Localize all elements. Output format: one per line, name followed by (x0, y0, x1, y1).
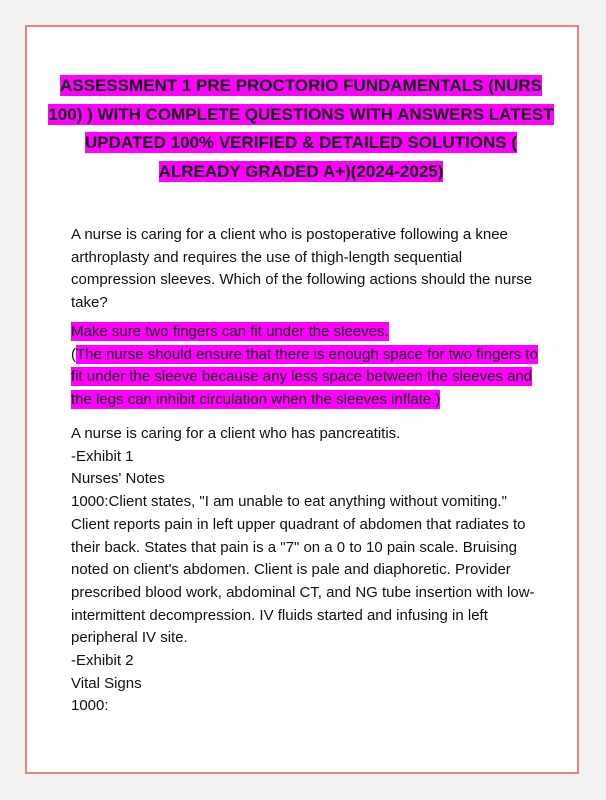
question-2-line: noted on client's abdomen. Client is pale and diaphoretic. Provider (71, 561, 511, 579)
question-2-line: 1000: (71, 697, 109, 715)
question-2 (71, 423, 535, 718)
rationale-text: The nurse should ensure that there is enough space for two fingers to (76, 345, 538, 363)
rationale-text: the legs can inhibit circulation when the sleeves inflate.) (71, 391, 441, 409)
title-text: ASSESSMENT 1 PRE PROCTORIO FUNDAMENTALS (NURS 100) ) WITH COMPLETE QUESTIONS WITH ANSWERS LATEST UPDATED 100% VERIFIED & DETAILED SOLUTIONS ( ALREADY GRADED A+)(2024-2025) (48, 76, 554, 181)
nurses-notes-heading: Nurses' Notes (71, 470, 165, 488)
answer-1 (71, 321, 538, 412)
question-2-line: A nurse is caring for a client who has pancreatitis. (71, 425, 401, 442)
question-2-line: peripheral IV site. (71, 629, 188, 647)
rationale-line (71, 344, 538, 367)
question-1-line: compression sleeves. Which of the following actions should the nurse (71, 271, 533, 289)
question-1-line: A nurse is caring for a client who is postoperative following a knee (71, 226, 508, 243)
question-2-line: prescribed blood work, abdominal CT, and NG tube insertion with low- (71, 583, 535, 601)
vital-signs-heading: Vital Signs (71, 674, 142, 692)
rationale-line (71, 366, 535, 389)
question-2-line: their back. States that pain is a "7" on a 0 to 10 pain scale. Bruising (71, 538, 517, 556)
question-2-line: intermittent decompression. IV fluids started and infusing in left (71, 606, 488, 624)
answer-text: Make sure two fingers can fit under the sleeves. (71, 323, 389, 340)
document-title (46, 72, 556, 186)
answer-line (71, 321, 535, 344)
rationale-line (71, 389, 535, 412)
question-1 (71, 224, 535, 315)
rationale-open-paren: ( (71, 345, 76, 363)
exhibit-2-label: -Exhibit 2 (71, 652, 134, 670)
question-2-line: 1000:Client states, "I am unable to eat anything without vomiting." (71, 493, 507, 511)
question-2-line: Client reports pain in left upper quadrant of abdomen that radiates to (71, 515, 526, 533)
question-1-line: arthroplasty and requires the use of thigh-length sequential (71, 248, 463, 266)
rationale-text: fit under the sleeve because any less space between the sleeves and (71, 368, 533, 386)
question-1-line: take? (71, 294, 108, 312)
exhibit-1-label: -Exhibit 1 (71, 447, 134, 465)
